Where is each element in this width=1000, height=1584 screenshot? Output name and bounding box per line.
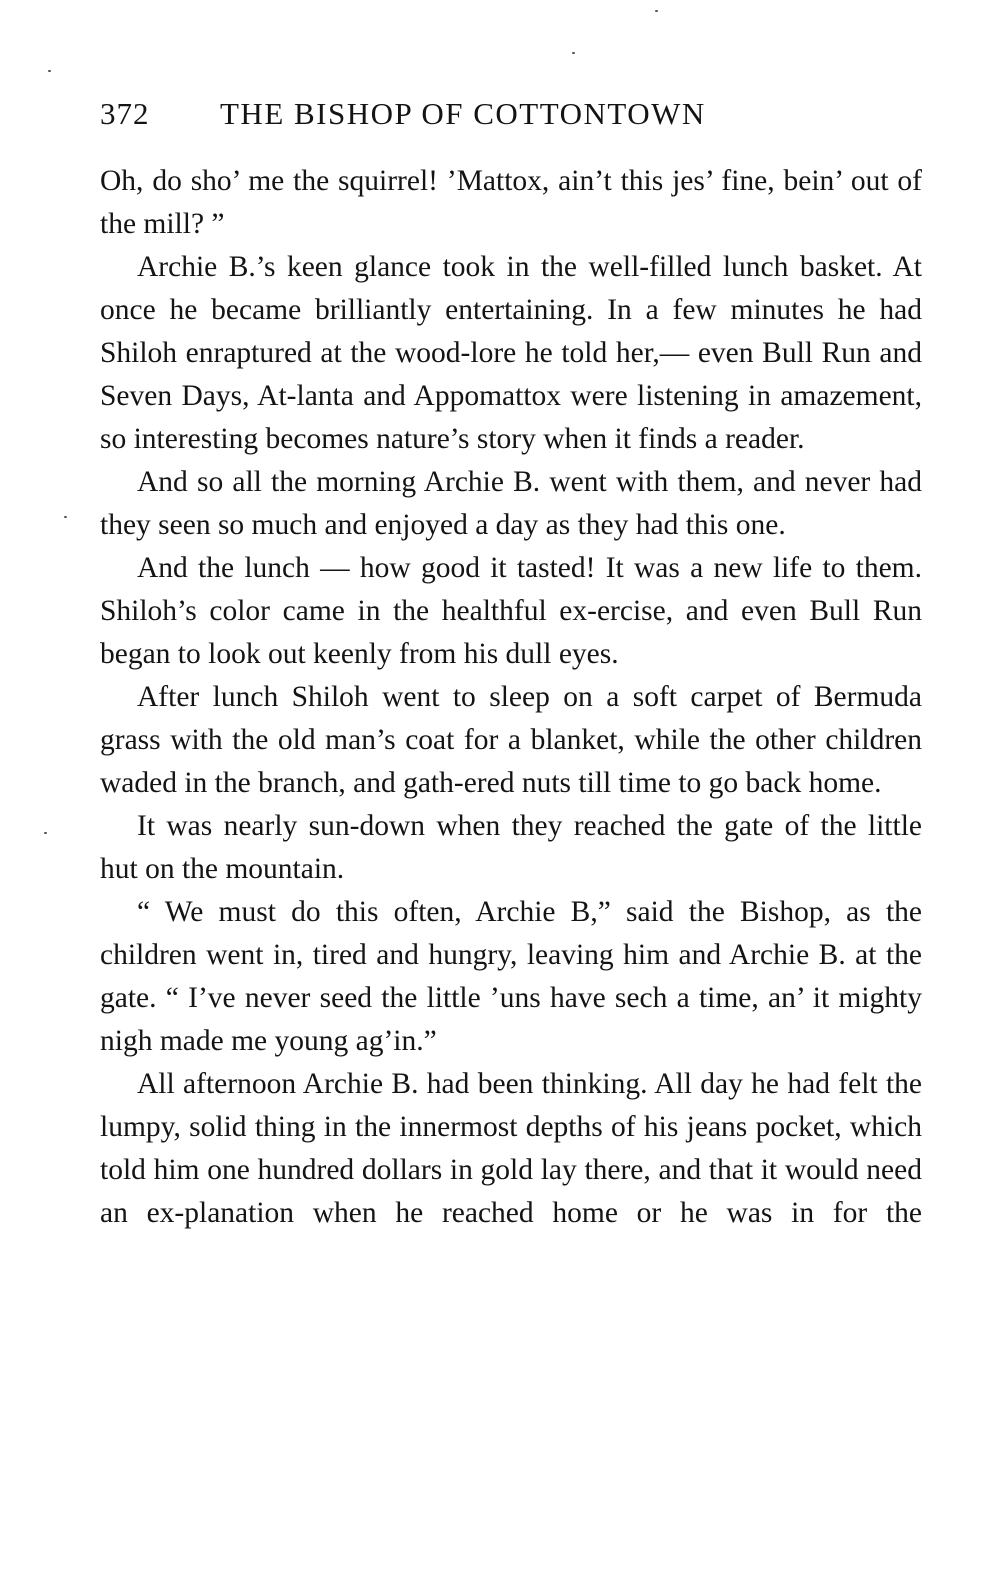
paragraph-8: All afternoon Archie B. had been thinking. All day he had felt the lumpy, solid thing in the innermost depths of his jeans pocket, which told him one hundred dollars in gold lay there, and that it would need an ex-planation when he reached home or he was in for the — [100, 1068, 922, 1229]
paragraph-1: Oh, do sho’ me the squirrel! ’Mattox, ain’t this jes’ fine, bein’ out of the mill? ” — [100, 165, 922, 240]
paragraph-5: After lunch Shiloh went to sleep on a soft carpet of Bermuda grass with the old man’s coat for a blanket, while the other children waded in the branch, and gath-ered nuts till time to go back home. — [100, 681, 922, 799]
paragraph-7: “ We must do this often, Archie B,” said the Bishop, as the children went in, tired and hungry, leaving him and Archie B. at the gate. “ I’ve never seed the little ’uns have sech a time, an’ it mighty nigh made me young ag’in.” — [100, 896, 922, 1057]
paragraph-3: And so all the morning Archie B. went with them, and never had they seen so much and enjoyed a day as they had this one. — [100, 466, 922, 541]
scan-speck — [44, 832, 47, 834]
scan-speck — [64, 516, 67, 518]
page-header — [100, 96, 930, 140]
scan-speck — [655, 10, 658, 12]
paragraph-2: Archie B.’s keen glance took in the well-filled lunch basket. At once he became brilliantly entertaining. In a few minutes he had Shiloh enraptured at the wood-lore he told her,— even Bull Run and Seven Days, At-lanta and Appomattox were listening in amazement, so interesting becomes nature’s story when it finds a reader. — [100, 251, 922, 455]
paragraph-4: And the lunch — how good it tasted! It was a new life to them. Shiloh’s color came in the healthful ex-ercise, and even Bull Run began to look out keenly from his dull eyes. — [100, 552, 922, 670]
paragraph-6: It was nearly sun-down when they reached the gate of the little hut on the mountain. — [100, 810, 922, 885]
running-title: THE BISHOP OF COTTONTOWN — [220, 96, 706, 131]
body-text — [100, 160, 922, 1235]
scan-speck — [572, 52, 575, 54]
scan-speck — [48, 70, 51, 72]
page-number: 372 — [100, 96, 150, 131]
